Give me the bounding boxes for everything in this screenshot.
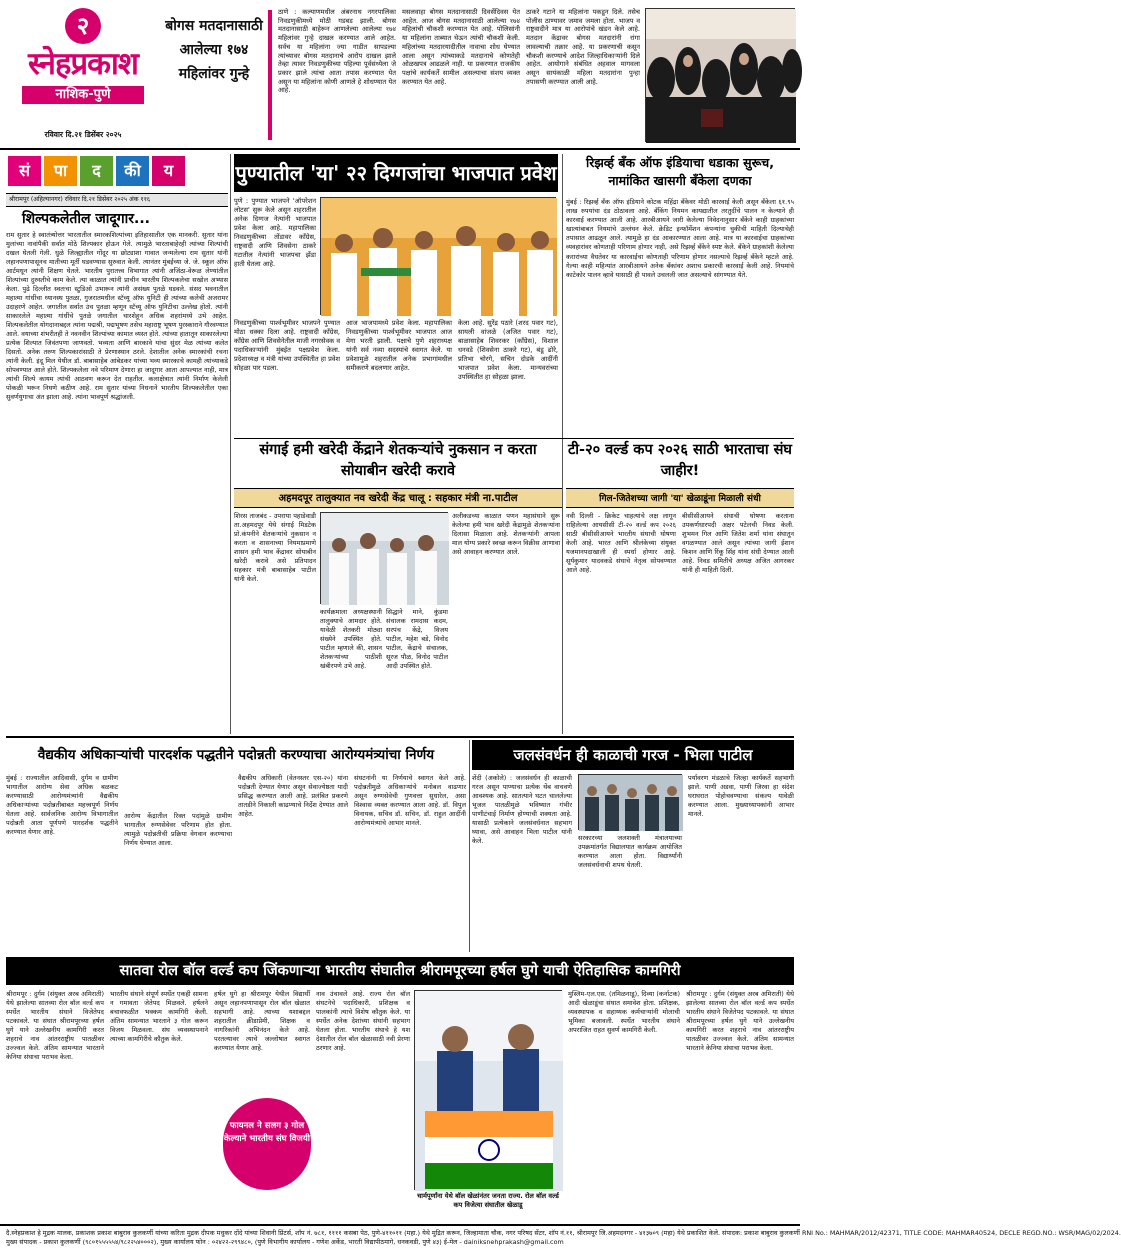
t20-subheadline: गिल-जितेशच्या जागी 'या' खेळाडूंना मिळाली संधी xyxy=(566,488,794,508)
imprint-line: दै.स्नेहप्रकाश हे मुद्रक मालक, प्रकाशक प्रकाश बाबुराव कुलकर्णी यांच्या करिता मुद्रक दीपक मधुकर दोंदे यांच्या शिवानी प्रिंटर्स, शॉप नं. ७८१, ११११ कसबा पेठ, पुणे-४११०११ (महा.) येथे मुद्रित करून, जिल्हामाता चौक, नगर परिषद सेंटर, शॉप नं.११, श्रीरामपूर जि.अहमदनगर - ४१३७०९ (महा) येथे प्रकाशित केले. संपादक: प्रकाश बाबुराव कुलकर्णी RNI No.: MAHMAR/2012/42371, TITLE CODE: MAHMAR40524, DECLE REGD.NO.: WSR/MAG/02/2024. xyxy=(6,1229,1121,1237)
rollball-text-col-e: मुस्लिम-एल.एस. (तमिळनाडू), दिव्या (कर्नाटक) आदी खेळाडूंचा संघात समावेश होता. प्रशिक्षक, व्यवस्थापक व सहाय्यक कर्मचाऱ्यांनी मोलाची भूमिका बजावली. स्पर्धेत भारतीय संघाने अपराजित राहत सुवर्ण कामगिरी केली. xyxy=(568,990,680,1034)
editorial-title: शिल्पकलेतील जादूगार... xyxy=(22,210,150,227)
bjp-text-col-c: केला आहे. सुरेंद्र पठारे (शरद पवार गट), सायली वांजळे (अजित पवार गट), बाळासाहेब शिवरकर (काँग्रेस), विशाल धनवडे (शिवसेना ठाकरे गट), बंडू ढोरे, प्रतिभा चोरगे, सचिन दोडके आदींनी भाजपात प्रवेश केला. मान्यवरांच्या उपस्थितीत हा सोहळा झाला. xyxy=(458,319,558,381)
rollball-text-col-f: श्रीरामपूर : दुर्गम (संयुक्त अरब अमिराती) येथे झालेल्या सातव्या रोल बॉल वर्ल्ड कप स्पर्धेत भारतीय संघाने विजेतेपद पटकावले. या संघात श्रीरामपूरच्या हर्षल घुगे याने उल्लेखनीय कामगिरी करत शहराचे नाव आंतरराष्ट्रीय पातळीवर उज्ज्वल केले. अंतिम सामन्यात भारताने केनिया संघाचा पराभव केला. xyxy=(686,990,794,1052)
dateline: रविवार दि.२१ डिसेंबर २०२५ xyxy=(44,130,122,139)
imprint-footer xyxy=(0,1224,1121,1260)
bogus-voting-text-col2: मसलवाहा बोगस मतदानासाठी दिवसेंदिवस येत आहेत. आज बोगस मतदानासाठी आलेल्या १७४ महिलांची चौकशी करण्यात येत आहे. पोलिसांनी या महिलांना ताब्यात घेऊन त्यांची चौकशी केली. महिलांच्या मतदारयादीतील नावाचा शोध घेण्यात आला असून त्यांच्याकडे मतदानाचे कोणतेही ओळखपत्र आढळले नाही. या प्रकरणात राजकीय पक्षांचे कार्यकर्ते सामील असल्याचा संशय व्यक्त करण्यात येत आहे. xyxy=(402,8,520,86)
crowd-women-photo xyxy=(645,8,795,142)
soybean-subheadline: अहमदपूर तालुक्यात नव खरेदी केंद्र चालू : सहकार मंत्री ना.पाटील xyxy=(234,488,562,508)
bjp-headline: पुण्यातील 'या' २२ दिग्गजांचा भाजपात प्रवेश xyxy=(234,154,558,192)
section-divider xyxy=(6,736,794,738)
soybean-text-col-a: शिरस ताजबंद - उपराया पहाडेवाडी ता.अहमदपूर येथे संगाई मिडटेक प्रो.कंपनीने शेतकऱ्यांचे नुकसान न करता व शासनाच्या नियमाप्रमाणे शासन हमी भाव केंद्रावर सोयाबीन खरेदी करावे असे प्रतिपादन सहकार मंत्री बाबासाहेब पाटील यांनी केले. xyxy=(234,512,316,583)
rollball-headline: सातवा रोल बॉल वर्ल्ड कप जिंकणाऱ्या भारतीय संघातील श्रीरामपूरच्या हर्षल घुगे याची ऐतिहासिक कामगिरी xyxy=(6,957,794,985)
water-conservation-headline: जलसंवर्धन ही काळाची गरज - भिला पाटील xyxy=(472,740,794,770)
newspaper-subtitle: नाशिक-पुणे xyxy=(22,86,144,104)
rollball-team-photo xyxy=(414,990,562,1190)
column-divider xyxy=(230,154,231,734)
editorial-letter: पा xyxy=(44,156,77,186)
t20-text-col-a: नवी दिल्ली - क्रिकेट चाहत्यांचे लक्ष लागून राहिलेल्या आयसीसी टी-२० वर्ल्ड कप २०२६ साठी बीसीसीआयने भारतीय संघाची घोषणा केली आहे. भारत आणि श्रीलंकेच्या संयुक्त यजमानपदाखाली ही स्पर्धा होणार आहे. सूर्यकुमार यादवकडे संघाचे नेतृत्व सोपवण्यात आले आहे. xyxy=(566,512,676,574)
water-text-col-a: शेंदी (अकोले) : जलसंवर्धन ही काळाची गरज असून पाण्याचा प्रत्येक थेंब वाचवणे आवश्यक आहे. सातत्याने घटत चाललेल्या भूजल पातळीमुळे भविष्यात गंभीर पाणीटंचाई निर्माण होण्याची शक्यता आहे. यासाठी प्रत्येकाने जलसंवर्धनात सहभाग घ्यावा, असे आवाहन भिला पाटील यांनी केले. xyxy=(472,774,572,845)
soybean-headline: संगाई हमी खरेदी केंद्राने शेतकऱ्यांचे नुकसान न करता सोयाबीन खरेदी करावे xyxy=(259,442,537,479)
edition-number: २ xyxy=(65,8,101,44)
water-event-photo xyxy=(578,774,682,830)
medical-text-col-c: संघटनांनी या निर्णयाचे स्वागत केले आहे. पदोन्नतीमुळे अधिकाऱ्यांचे मनोबल वाढणार असून रुग्णसेवेची गुणवत्ता सुधारेल, असा विश्वास व्यक्त करण्यात आला आहे. डॉ. विपुल विनायक, सचिव डॉ. सचिन, डॉ. राहुल आदींनी आरोग्यमंत्र्यांचे आभार मानले. xyxy=(354,774,466,827)
water-text-col-b: सरकारच्या जलशक्ती मंत्रालयाच्या उपक्रमांतर्गत विद्यालयात कार्यक्रम आयोजित करण्यात आला होता. विद्यार्थ्यांनी जलसंवर्धनाची शपथ घेतली. xyxy=(578,834,682,869)
final-score-badge: फायनल ने सलग ३ गोल केल्याने भारतीय संघ विजयी xyxy=(223,1098,311,1190)
editorial-body: राम सुतार हे स्वातंत्र्योत्तर भारतातील स्मारकशिल्पांच्या इतिहासातील एक मानकरी. सुतार यांना मुलांच्या नावांपैकी सर्वात मोठे शिल्पकार होऊन गेले. त्यामुळे भारताबाहेरही त्यांच्या शिल्पांची दखल घेतली गेली. धुळे जिल्ह्यातील गोंदूर या छोट्याशा गावात जन्मलेल्या राम सुतार यांनी लहानपणापासूनच मातीच्या मूर्ती घडवण्यास सुरुवात केली. त्यानंतर मुंबईच्या जे. जे. स्कूल ऑफ आर्टमधून त्यांनी शिक्षण घेतले. भारतीय पुरातत्त्व विभागात त्यांनी अजिंठा-वेरूळ लेण्यांतील शिल्पांच्या दुरुस्तीचे काम केले. त्या काळात त्यांनी प्राचीन भारतीय शिल्पकलेचा सखोल अभ्यास केला. पुढे दिल्लीत स्वतःचा स्टुडिओ उभारून त्यांनी असंख्य पुतळे घडवले. संसद भवनातील महात्मा गांधींचा ध्यानस्थ पुतळा, गुजरातमधील स्टॅच्यू ऑफ युनिटी ही त्यांच्या कलेची अजरामर उदाहरणे आहेत. जगातील सर्वात उंच पुतळा म्हणून स्टॅच्यू ऑफ युनिटीचा उल्लेख होतो. त्यांनी साकारलेले महात्मा गांधींचे पुतळे जगातील चारशेहून अधिक शहरांमध्ये उभे आहेत. शिल्पकलेतील योगदानाबद्दल त्यांना पद्मश्री, पद्मभूषण तसेच महाराष्ट्र भूषण पुरस्काराने गौरवण्यात आले. वयाच्या शंभरीतही ते नवनवीन शिल्पांच्या कामात व्यस्त होते. त्यांच्या हातातून साकारलेल्या प्रत्येक शिल्पात जिवंतपणा जाणवतो. भव्यता आणि बारकावे यांचा सुंदर मेळ त्यांच्या कलेत दिसतो. अनेक तरुण शिल्पकारांसाठी ते प्रेरणास्थान ठरले. देशातील अनेक स्मारकांची रचना त्यांनी केली. इंदू मिल येथील डॉ. बाबासाहेब आंबेडकर यांच्या भव्य स्मारकाचे कामही त्यांच्याकडे सोपवण्यात आले होते. शिल्पकलेला नवे परिमाण देणारा हा जादूगार आता आपल्यात नाही, मात्र त्यांची शिल्पे कायम त्यांची आठवण करून देत राहतील. कलाक्षेत्रात त्यांनी निर्माण केलेली पोकळी भरून निघणे कठीण आहे. राम सुतार यांच्या निधनाने भारतीय शिल्पकलेतील एका सुवर्णयुगाचा अंत झाला आहे. त्यांना भावपूर्ण श्रद्धांजली. xyxy=(6,231,228,401)
column-divider xyxy=(469,740,470,952)
bjp-induction-photo xyxy=(320,197,556,315)
section-divider xyxy=(234,438,794,439)
editorial-letter: सं xyxy=(8,156,41,186)
rollball-text-col-b: भारतीय संघाने संपूर्ण स्पर्धेत एकही सामना न गमावता जेतेपद मिळवले. हर्षलने बचावफळीत भक्कम कामगिरी केली. अंतिम सामन्यात भारताने ३ गोल करून विजय मिळवला. संघ व्यवस्थापनाने त्याच्या कामगिरीचे कौतुक केले. xyxy=(110,990,208,1043)
editorial-meta: श्रीरामपूर (अहिल्यानगर) रविवार दि.२१ डिसेंबर २०२५ अंक ११६ xyxy=(6,193,228,207)
masthead xyxy=(0,0,800,150)
editorial-section xyxy=(6,152,228,732)
rollball-text-col-a: श्रीरामपूर : दुर्गम (संयुक्त अरब अमिराती) येथे झालेल्या सातव्या रोल बॉल वर्ल्ड कप स्पर्धेत भारतीय संघाने विजेतेपद पटकावले. या संघात श्रीरामपूरच्या हर्षल घुगे याने उल्लेखनीय कामगिरी करत शहराचे नाव आंतरराष्ट्रीय पातळीवर उज्ज्वल केले. अंतिम सामन्यात भारताने केनिया संघाचा पराभव केला. xyxy=(6,990,104,1061)
bogus-voting-headline: बोगस मतदानासाठी आलेल्या १७४ महिलांवर गुन्हे xyxy=(165,18,263,82)
soybean-text-col-b: कार्यक्रमाला अध्यक्षस्थानी तालुक्याचे आमदार होते. यावेळी शेतकरी मोठ्या संख्येने उपस्थित होते. पाटील म्हणाले की, शासन शेतकऱ्यांच्या पाठीशी खंबीरपणे उभे आहे. xyxy=(320,608,382,670)
newspaper-title: स्नेहप्रकाश xyxy=(27,46,139,82)
bogus-voting-text-col3: ठाकरे गटाने या महिलांना पकडून दिले. तसेच पोलीस ठाण्यावर जमाव जमला होता. भाजप व राष्ट्रवादीने मात्र या आरोपांचे खंडन केले आहे. मतदान केंद्रावर बोगस मतदारांनी रांगा लावल्याची तक्रार आहे. या प्रकरणाची कसून चौकशी करण्याचे आदेश जिल्हाधिकाऱ्यांनी दिले आहेत. आयोगाने संबंधित अहवाल मागवला असून सायंकाळी महिला मतदारांना पुन्हा तपासणी करण्यात आली आहे. xyxy=(526,8,640,86)
rollball-text-col-c: हर्षल घुगे हा श्रीरामपूर येथील विद्यार्थी असून लहानपणापासून रोल बॉल खेळात सहभागी आहे. त्याच्या यशाबद्दल शहरातील क्रीडाप्रेमी, शिक्षक व नागरिकांनी अभिनंदन केले आहे. परतल्यावर त्याचे जल्लोषात स्वागत करण्यात येणार आहे. xyxy=(214,990,310,1052)
headline-divider xyxy=(268,10,272,140)
bogus-voting-text-col1: ठाणे : कल्याणमधील अंबरनाथ नगरपालिका निवडणुकीमध्ये मोठी गडबड झाली. बोगस मतदानासाठी बाहेरून आणलेल्या आलेल्या १७४ महिलांवर गुन्हे दाखल करण्यात आले आहेत. सर्वच या महिलांना ज्या गाडीत सापडल्या त्यांच्यावर बोगस मतदानाचे आरोप दाखल झाले तेव्हा त्यावर निवडणुकीच्या पहिल्या पूर्वसंध्येला जे प्रकार झाले त्यांचा आता तपास करण्यात येत असून या महिलांना कोणी आणले हे शोधण्यात येत आहे. xyxy=(278,8,396,95)
rollball-photo-caption: चार्मपूर्णांना येथे बॉल खेळांनंतर जनता राज्य. रोल बॉल वर्ल्ड कप विजेत्या संघातील खेळाडू xyxy=(417,1192,559,1209)
medical-text-col-a: मुंबई : राज्यातील आदिवासी, दुर्गम व ग्रामीण भागातील आरोग्य सेवा अधिक बळकट करण्यासाठी आरोग्यमंत्र्यांनी वैद्यकीय अधिकाऱ्यांच्या पदोन्नतीबाबत महत्त्वपूर्ण निर्णय घेतला आहे. सार्वजनिक आरोग्य विभागातील पदोन्नती आता पूर्णपणे पारदर्शक पद्धतीने करण्यात येणार आहे. xyxy=(6,774,118,836)
rollball-text-col-d: नाव उंचावले आहे. राज्य रोल बॉल संघटनेचे पदाधिकारी, प्रशिक्षक व पालकांनी त्याचे विशेष कौतुक केले. या स्पर्धेत अनेक देशांच्या संघांनी सहभाग घेतला होता. भारतीय संघाचे हे यश देशातील रोल बॉल खेळासाठी नवी प्रेरणा ठरणार आहे. xyxy=(316,990,410,1052)
contact-line: मुख्य संपादक - प्रकाश कुलकर्णी (९८०१५५५५५४/९८२२५४०००२), मुख्य कार्यालय फोन : ०२४२२-२९९४८०, (पुणे विभागीय कार्यालय - गणेश अर्केड, भारती विद्यापीठमागे, धनकवडी, पुणे ४३) ई-मेल - dainiksnehprakash@gmail.com xyxy=(6,1238,564,1247)
editorial-letter: द xyxy=(80,156,113,186)
soybean-text-col-d: अलीकडच्या काळात पणन महासंघाने सुरू केलेल्या हमी भाव खरेदी केंद्रामुळे शेतकऱ्यांना दिलासा मिळाला आहे. शेतकऱ्यांनी आपला माल योग्य प्रकारे स्वच्छ करून विक्रीस आणावा असे आवाहन करण्यात आले. xyxy=(452,512,560,556)
editorial-letter: की xyxy=(116,156,149,186)
bjp-text-col-b: आज भाजपामध्ये प्रवेश केला. महापालिका निवडणुकीच्या पार्श्वभूमीवर भाजपात आज मेगा भरती झाली. पक्षाचे पुणे शहराध्यक्ष यांनी सर्व नव्या सदस्यांचे स्वागत केले. या प्रवेशामुळे शहरातील अनेक प्रभागांमधील समीकरणे बदलणार आहेत. xyxy=(346,319,452,372)
water-text-col-c: पर्यावरण मंडळाचे जिल्हा कार्यकर्ते सहभागी झाले. पाणी अडवा, पाणी जिरवा हा संदेश घराघरात पोहोचवण्याचा संकल्प यावेळी करण्यात आला. मुख्याध्यापकांनी आभार मानले. xyxy=(688,774,794,818)
column-divider xyxy=(562,154,563,734)
bjp-text-col-a: निवडणुकीच्या पार्श्वभूमीवर भाजपने पुण्यात मोठा धक्का दिला आहे. राष्ट्रवादी काँग्रेस, काँग्रेस आणि शिवसेनेतील माजी नगरसेवक व पदाधिकाऱ्यांनी मुंबईत पक्षप्रवेश केला. प्रदेशाध्यक्ष व मंत्री यांच्या उपस्थितीत हा प्रवेश सोहळा पार पडला. xyxy=(234,319,340,372)
medical-text-col-b: वैद्यकीय अधिकारी (वेतनस्तर एस-२०) यांना पदोन्नती देण्यात येणार असून सेवाज्येष्ठता यादी प्रसिद्ध करण्यात आली आहे. प्रलंबित प्रकरणे तातडीने निकाली काढण्याचे निर्देश देण्यात आले आहेत. xyxy=(238,774,348,818)
masthead-logo xyxy=(8,8,158,136)
soybean-event-photo xyxy=(320,512,448,604)
bjp-lead-text: पुणे : पुण्यात भाजपने 'ऑपरेशन लोटस' सुरू केले असून शहरातील अनेक दिग्गज नेत्यांनी भाजपात प्रवेश केला आहे. महापालिका निवडणुकीच्या तोंडावर काँग्रेस, राष्ट्रवादी आणि शिवसेना ठाकरे गटातील नेत्यांनी भाजपचा झेंडा हाती घेतला आहे. xyxy=(234,197,316,268)
medical-text-box: आरोग्य केंद्रातील रिक्त पदांमुळे ग्रामीण भागातील रुग्णसेवेवर परिणाम होत होता. त्यामुळे पदोन्नतीची प्रक्रिया वेगवान करण्याचा निर्णय घेण्यात आला. xyxy=(124,812,232,847)
editorial-letter: य xyxy=(152,156,185,186)
rbi-bank-headline: रिझर्व्ह बँक ऑफ इंडियाचा धडाका सुरूच, नामांकित खासगी बँकेला दणका xyxy=(586,155,774,188)
t20-headline: टी-२० वर्ल्ड कप २०२६ साठी भारताचा संघ जाहीर! xyxy=(567,442,793,479)
medical-headline: वैद्यकीय अधिकाऱ्यांची पारदर्शक पद्धतीने पदोन्नती करण्याचा आरोग्यमंत्र्यांचा निर्णय xyxy=(37,747,435,763)
t20-text-col-b: बीसीसीआयने संघाची घोषणा करताना उपकर्णधारपदी अक्षर पटेलची निवड केली. शुभमन गिल आणि जितेश शर्मा यांना संघातून वगळण्यात आले असून त्यांच्या जागी ईशान किशन आणि रिंकू सिंह यांना संधी देण्यात आली आहे. निवड समितीचे अध्यक्ष अजित आगरकर यांनी ही माहिती दिली. xyxy=(682,512,794,574)
soybean-text-col-c: सिद्धाने माने, कुंडमा संचालक रामदास कदम, सरपंच केंद्रे, विजय पाटील, महेश बडे, विनोद पाटील, केंद्राचे संचालक, सूरज पौळ, विनोद पाटील आदी उपस्थित होते. xyxy=(386,608,448,670)
rbi-bank-body: मुंबई : रिझर्व्ह बँक ऑफ इंडियाने कोटक महिंद्रा बँकेवर मोठी कारवाई केली असून बँकेला ६१.९५ लाख रुपयांचा दंड ठोठावला आहे. बँकिंग नियमन कायद्यातील तरतुदींचे पालन न केल्याने ही कारवाई करण्यात आली आहे. आरबीआयने जारी केलेल्या निवेदनानुसार बँकेने काही ग्राहकांच्या खात्यांबाबत नियमांचे उल्लंघन केले. क्रेडिट इन्फॉर्मेशन कंपन्यांना चुकीची माहिती दिल्याचेही तपासात आढळून आले. त्यामुळे हा दंड आकारण्यात आला आहे. मात्र या कारवाईचा ग्राहकांच्या व्यवहारांवर कोणताही परिणाम होणार नाही, असे रिझर्व्ह बँकेने स्पष्ट केले. बँकेने ग्राहकांशी केलेल्या करारांच्या वैधतेवर या कारवाईचा कोणताही परिणाम होणार नसल्याचे रिझर्व्ह बँकेने म्हटले आहे. गेल्या काही महिन्यांत आरबीआयने अनेक बँकांवर अशाच प्रकारची कारवाई केली आहे. नियमांचे काटेकोर पालन व्हावे यासाठी ही पावले उचलली जात असल्याचे सांगण्यात येते. xyxy=(566,198,794,279)
editorial-banner xyxy=(6,152,228,190)
